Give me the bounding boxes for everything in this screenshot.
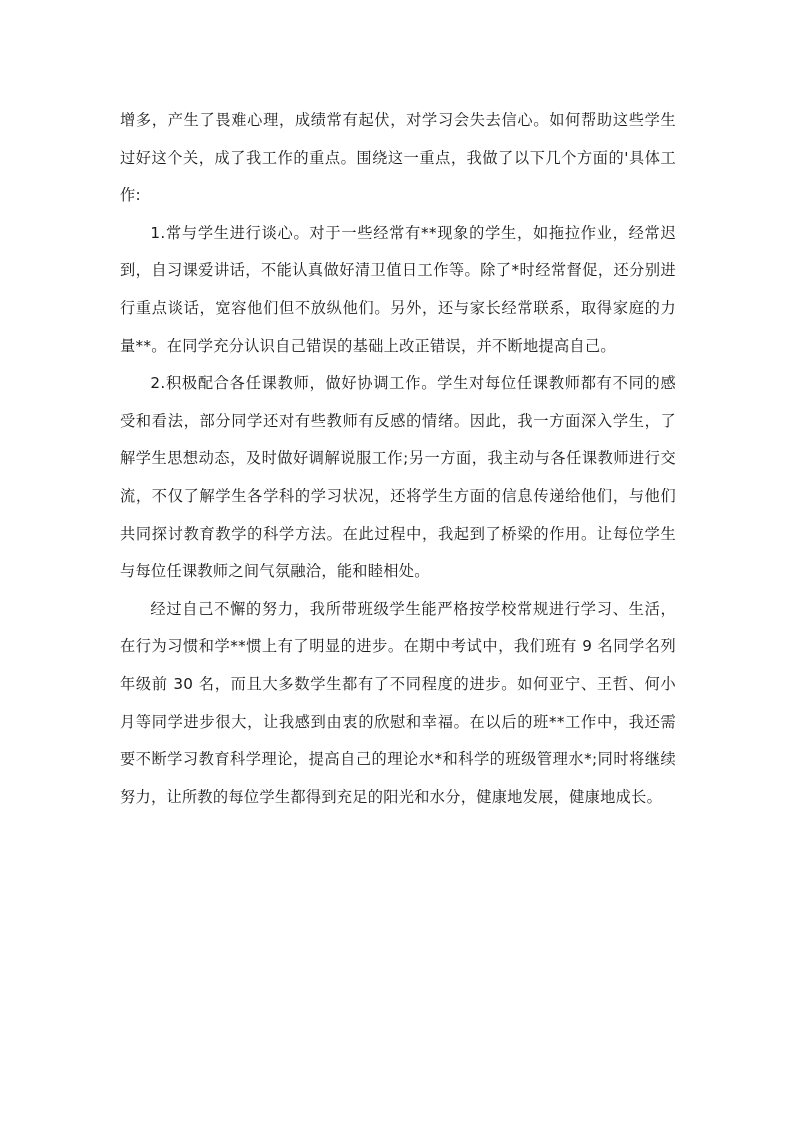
paragraph-summary: 经过自己不懈的努力，我所带班级学生能严格按学校常规进行学习、生活，在行为习惯和学**惯上有了明显的进步。在期中考试中，我们班有 9 名同学名列年级前 30 名，而且大多数学生都有了不同程度的进步。如何亚宁、王哲、何小月等同学进步很大，让我感到由衷的欣慰和幸福。在以后的班**工作中，我还需要不断学习教育科学理论，提高自己的理论水*和科学的班级管理水*;同时将继续努力，让所教的每位学生都得到充足的阳光和水分，健康地发展，健康地成长。 — [120, 599, 676, 806]
paragraph-continuation: 增多，产生了畏难心理，成绩常有起伏，对学习会失去信心。如何帮助这些学生过好这个关，成了我工作的重点。围绕这一重点，我做了以下几个方面的'具体工作: — [120, 111, 676, 205]
paragraph-item-1-talks: 1.常与学生进行谈心。对于一些经常有**现象的学生，如拖拉作业，经常迟到，自习课爱讲话，不能认真做好清卫值日工作等。除了*时经常督促，还分别进行重点谈话，宽容他们但不放纵他们。另外，还与家长经常联系，取得家庭的力量**。在同学充分认识自己错误的基础上改正错误，并不断地提高自己。 — [120, 223, 676, 355]
document-body — [120, 102, 676, 816]
paragraph-item-2-coordination: 2.积极配合各任课教师，做好协调工作。学生对每位任课教师都有不同的感受和看法，部分同学还对有些教师有反感的情绪。因此，我一方面深入学生，了解学生思想动态，及时做好调解说服工作;另一方面，我主动与各任课教师进行交流，不仅了解学生各学科的学习状况，还将学生方面的信息传递给他们，与他们共同探讨教育教学的科学方法。在此过程中，我起到了桥梁的作用。让每位学生与每位任课教师之间气氛融洽，能和睦相处。 — [120, 374, 676, 581]
